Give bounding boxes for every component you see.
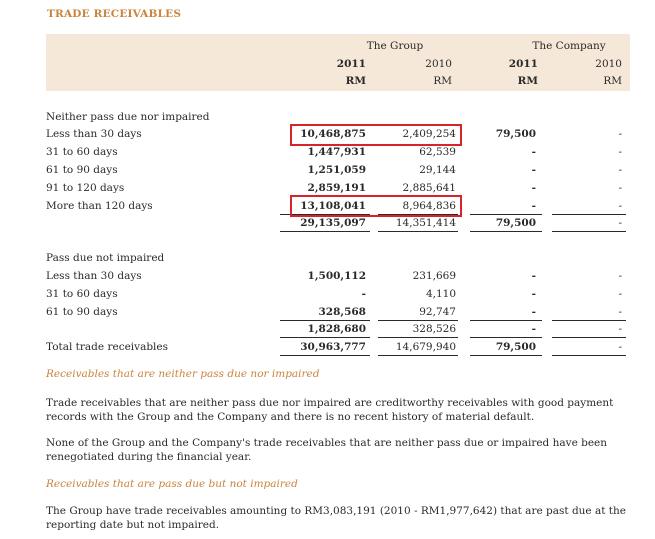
total-company-2010: -: [618, 323, 622, 335]
table-row: [46, 270, 630, 287]
grand-total-company-2010: -: [618, 341, 622, 353]
subtotal-rule: [378, 337, 458, 338]
subtotal-rule: [470, 320, 542, 321]
cell-group-2011: -: [361, 288, 366, 300]
row-label: 31 to 60 days: [46, 146, 118, 158]
cell-group-2010: 62,539: [419, 146, 456, 158]
grand-total-rule: [280, 355, 370, 356]
subtotal-rule: [470, 337, 542, 338]
unit-group-2010: RM: [433, 75, 452, 87]
unit-company-2010: RM: [603, 75, 622, 87]
cell-company-2011: -: [531, 164, 536, 176]
cell-company-2011: 79,500: [495, 128, 536, 140]
cell-group-2010: 231,669: [412, 270, 456, 282]
grand-total-rule: [378, 355, 458, 356]
total-group-2010: 14,351,414: [395, 217, 456, 229]
year-group-2011: 2011: [336, 58, 366, 70]
cell-group-2010: 2,885,641: [402, 182, 456, 194]
note-paragraph: None of the Group and the Company's trade receivables that are neither pass due or impaired have been renegotiated during the financial year.: [46, 437, 608, 463]
note-paragraph: Trade receivables that are neither pass due nor impaired are creditworthy receivables with good payment records with the Group and the Company and there is no recent history of material default.: [46, 397, 614, 423]
grand-total-rule: [470, 355, 542, 356]
year-company-2011: 2011: [508, 58, 538, 70]
row-label: 61 to 90 days: [46, 164, 118, 176]
cell-group-2010: 92,747: [419, 306, 456, 318]
subtotal-rule: [280, 337, 370, 338]
cell-company-2010: -: [618, 306, 622, 318]
subtotal-rule: [552, 337, 626, 338]
table-row: [46, 146, 630, 163]
cell-group-2010: 29,144: [419, 164, 456, 176]
cell-company-2010: -: [618, 128, 622, 140]
grand-total-company-2011: 79,500: [495, 341, 536, 353]
subtotal-rule: [378, 320, 458, 321]
cell-company-2010: -: [618, 200, 622, 212]
cell-company-2011: -: [531, 270, 536, 282]
row-label: Less than 30 days: [46, 128, 142, 140]
subtotal-rule: [552, 214, 626, 215]
grand-total-label: Total trade receivables: [46, 341, 169, 353]
cell-group-2011: 1,500,112: [307, 270, 366, 282]
total-company-2011: -: [531, 323, 536, 335]
cell-group-2011: 1,447,931: [307, 146, 366, 158]
year-group-2010: 2010: [425, 58, 452, 70]
cell-company-2010: -: [618, 182, 622, 194]
section1-heading: Neither pass due nor impaired: [46, 111, 210, 123]
cell-company-2010: -: [618, 164, 622, 176]
cell-company-2010: -: [618, 288, 622, 300]
year-company-2010: 2010: [595, 58, 622, 70]
total-group-2010: 328,526: [412, 323, 456, 335]
total-group-2011: 29,135,097: [300, 217, 366, 229]
row-label: 31 to 60 days: [46, 288, 118, 300]
cell-group-2011: 2,859,191: [307, 182, 366, 194]
total-rule: [378, 231, 458, 232]
note-paragraph: The Group have trade receivables amounting to RM3,083,191 (2010 - RM1,977,642) that are past due at the reporting date but not impaired.: [46, 505, 626, 531]
highlight-box: [290, 124, 462, 146]
cell-company-2010: -: [618, 146, 622, 158]
company-header: The Company: [532, 40, 606, 52]
grand-total-group-2010: 14,679,940: [395, 341, 456, 353]
cell-company-2011: -: [531, 288, 536, 300]
row-label: 61 to 90 days: [46, 306, 118, 318]
cell-group-2010: 8,964,836: [402, 200, 456, 212]
subtotal-rule: [280, 320, 370, 321]
row-label: Less than 30 days: [46, 270, 142, 282]
row-label: 91 to 120 days: [46, 182, 125, 194]
cell-group-2011: 10,468,875: [300, 128, 366, 140]
section-title: TRADE RECEIVABLES: [47, 8, 182, 20]
cell-group-2011: 1,251,059: [307, 164, 366, 176]
row-label: More than 120 days: [46, 200, 153, 212]
cell-company-2011: -: [531, 200, 536, 212]
grand-total-group-2011: 30,963,777: [300, 341, 366, 353]
section2-heading: Pass due not impaired: [46, 252, 165, 264]
highlight-box: [290, 195, 462, 217]
total-rule: [552, 231, 626, 232]
total-rule: [470, 231, 542, 232]
table-row: [46, 164, 630, 181]
unit-group-2011: RM: [345, 75, 366, 87]
section2-heading-row: [46, 252, 630, 269]
cell-group-2011: 13,108,041: [300, 200, 366, 212]
cell-company-2011: -: [531, 306, 536, 318]
subtotal-rule: [470, 214, 542, 215]
cell-company-2011: -: [531, 146, 536, 158]
total-company-2011: 79,500: [495, 217, 536, 229]
subtotal-rule: [552, 320, 626, 321]
group-header: The Group: [366, 40, 424, 52]
cell-company-2010: -: [618, 270, 622, 282]
total-group-2011: 1,828,680: [307, 323, 366, 335]
cell-company-2011: -: [531, 182, 536, 194]
cell-group-2010: 2,409,254: [402, 128, 456, 140]
table-row: [46, 288, 630, 305]
total-company-2010: -: [618, 217, 622, 229]
total-rule: [280, 231, 370, 232]
cell-group-2010: 4,110: [425, 288, 456, 300]
note-heading: Receivables that are pass due but not impaired: [46, 478, 298, 490]
note-heading: Receivables that are neither pass due nor impaired: [46, 368, 320, 380]
grand-total-rule: [552, 355, 626, 356]
unit-company-2011: RM: [517, 75, 538, 87]
cell-group-2011: 328,568: [318, 306, 366, 318]
